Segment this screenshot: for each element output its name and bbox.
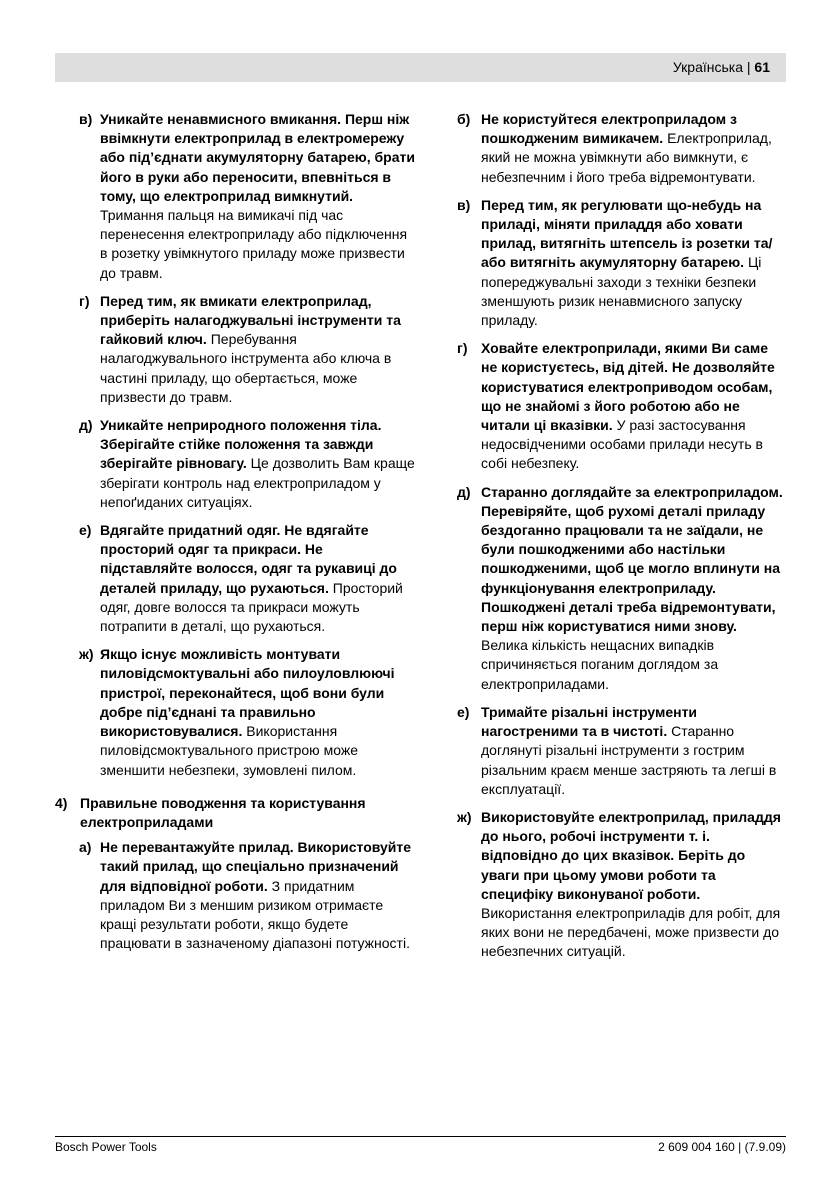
item-text: Перебування налагоджувального інструмента або ключа в частині приладу, що обертається, може призвести до травм. xyxy=(100,331,392,405)
section-number: 4) xyxy=(55,794,68,811)
item-text: Тримання пальця на вимикачі під час перенесення електроприладу або підключення в розетку увімкнутого приладу може призвести до травм. xyxy=(100,207,408,281)
list-item xyxy=(55,521,415,636)
list-item xyxy=(55,838,415,953)
item-text: У разі застосування недосвідченими особами прилади несуть в собі небезпеку. xyxy=(481,417,763,472)
item-text: З придатним приладом Ви з меншим ризиком отримаєте кращі результати роботи, якщо будете працювати в зазначеному діапазоні потужності. xyxy=(100,877,410,952)
item-marker: в) xyxy=(457,196,471,213)
list-item xyxy=(457,703,787,799)
item-text: Використання пиловідсмоктувального пристрою може зменшити небезпеки, зумовлені пилом. xyxy=(100,723,358,778)
item-bold-text: Тримайте різальні інструменти нагостреними та в чистоті. xyxy=(481,703,698,740)
header-language: Українська xyxy=(672,59,743,75)
left-column xyxy=(55,110,415,962)
footer-brand: Bosch Power Tools xyxy=(55,1140,157,1154)
footer-rule xyxy=(55,1136,786,1137)
item-bold-text: Якщо існує можливість монтувати пиловідсмоктувальні або пилоуловлюючі пристрої, переконайтеся, щоб вони були добре під’єднані та правильно використовувалися. xyxy=(100,646,395,740)
running-header xyxy=(673,59,770,76)
item-marker: е) xyxy=(79,522,92,539)
list-item xyxy=(457,483,787,694)
item-marker: ж) xyxy=(79,646,94,663)
list-item xyxy=(55,110,415,283)
section-heading xyxy=(55,794,415,832)
list-item xyxy=(457,808,787,962)
list-item xyxy=(55,645,415,779)
item-text: Використання електроприладів для робіт, для яких вони не передбачені, може призвести до небезпечних ситуацій. xyxy=(481,904,781,960)
item-bold-text: Перед тим, як вмикати електроприлад, приберіть налагоджувальні інструменти та гайковий ключ. xyxy=(100,292,401,348)
item-text: Це дозволить Вам краще зберігати контроль над електроприладом у непоґиданих ситуаціях. xyxy=(100,455,415,510)
item-bold-text: Перед тим, як регулювати що-небудь на приладі, міняти приладдя або ховати прилад, витягніть штепсель із розетки та/або витягніть акумуляторну батарею. xyxy=(481,196,773,271)
item-bold-text: Уникайте неприродного положення тіла. Зберігайте стійке положення та завжди зберігайте рівновагу. xyxy=(100,417,382,472)
item-bold-text: Старанно доглядайте за електроприладом. Перевіряйте, щоб рухомі деталі приладу бездоганно працювали та не заїдали, не були пошкодженими або настільки пошкодженими, щоб це могло вплинути на функціонування електроприладу. Пошкоджені деталі треба відремонтувати, перш ніж користуватися ними знову. xyxy=(481,483,783,635)
item-marker: б) xyxy=(457,111,471,127)
list-item xyxy=(457,196,787,330)
section-title: Правильне поводження та користування електроприладами xyxy=(80,794,366,830)
right-column xyxy=(457,110,787,971)
list-item xyxy=(457,110,787,187)
item-text: Старанно доглянуті різальні інструменти з гострим різальним краєм менше застряють та легші в експлуатації. xyxy=(481,723,777,797)
item-marker: д) xyxy=(79,417,93,434)
list-item xyxy=(55,292,415,407)
item-bold-text: Вдягайте придатний одяг. Не вдягайте просторий одяг та прикраси. Не підставляйте волосся, одяг та рукавиці до деталей приладу, що рухаються. xyxy=(100,522,397,596)
item-bold-text: Уникайте ненавмисного вмикання. Перш ніж ввімкнути електроприлад в електромережу або під’єднати акумуляторну батарею, брати його в руки або переносити, впевніться в тому, що електроприлад вимкнутий. xyxy=(100,111,415,204)
footer-doc-number: 2 609 004 160 | (7.9.09) xyxy=(658,1140,786,1154)
item-text: Ці попереджувальні заходи з техніки безпеки зменшують ризик ненавмисного запуску приладу. xyxy=(481,254,762,329)
page-number: 61 xyxy=(754,59,770,75)
item-marker: е) xyxy=(457,703,470,720)
item-marker: д) xyxy=(457,483,471,500)
item-text: Велика кількість нещасних випадків спричиняється поганим доглядом за електроприладами. xyxy=(481,637,719,692)
item-marker: г) xyxy=(79,292,90,309)
list-item xyxy=(457,339,787,473)
header-separator: | xyxy=(746,59,751,75)
item-bold-text: Не користуйтеся електроприладом з пошкодженим вимикачем. xyxy=(481,111,738,147)
item-marker: г) xyxy=(457,340,468,357)
list-item xyxy=(55,416,415,512)
item-marker: ж) xyxy=(457,808,472,825)
item-bold-text: Використовуйте електроприлад, приладдя до нього, робочі інструменти т. і. відповідно до цих вказівок. Беріть до уваги при цьому умови роботи та специфіку виконуваної роботи. xyxy=(481,808,781,902)
item-marker: а) xyxy=(79,839,92,856)
item-bold-text: Ховайте електроприлади, якими Ви саме не користуєтесь, від дітей. Не дозволяйте користуватися електроприводом особам, що не знайомі з його роботою або не читали ці вказівки. xyxy=(481,340,775,434)
item-text: Просторий одяг, довге волосся та прикраси можуть потрапити в деталі, що рухаються. xyxy=(100,579,403,635)
item-bold-text: Не перевантажуйте прилад. Використовуйте такий прилад, що спеціально призначений для відповідної роботи. xyxy=(100,839,412,894)
item-text: Електроприлад, який не можна увімкнути або вимкнути, є небезпечним і його треба відремонтувати. xyxy=(481,130,772,185)
header-band xyxy=(55,53,786,82)
item-marker: в) xyxy=(79,111,93,127)
